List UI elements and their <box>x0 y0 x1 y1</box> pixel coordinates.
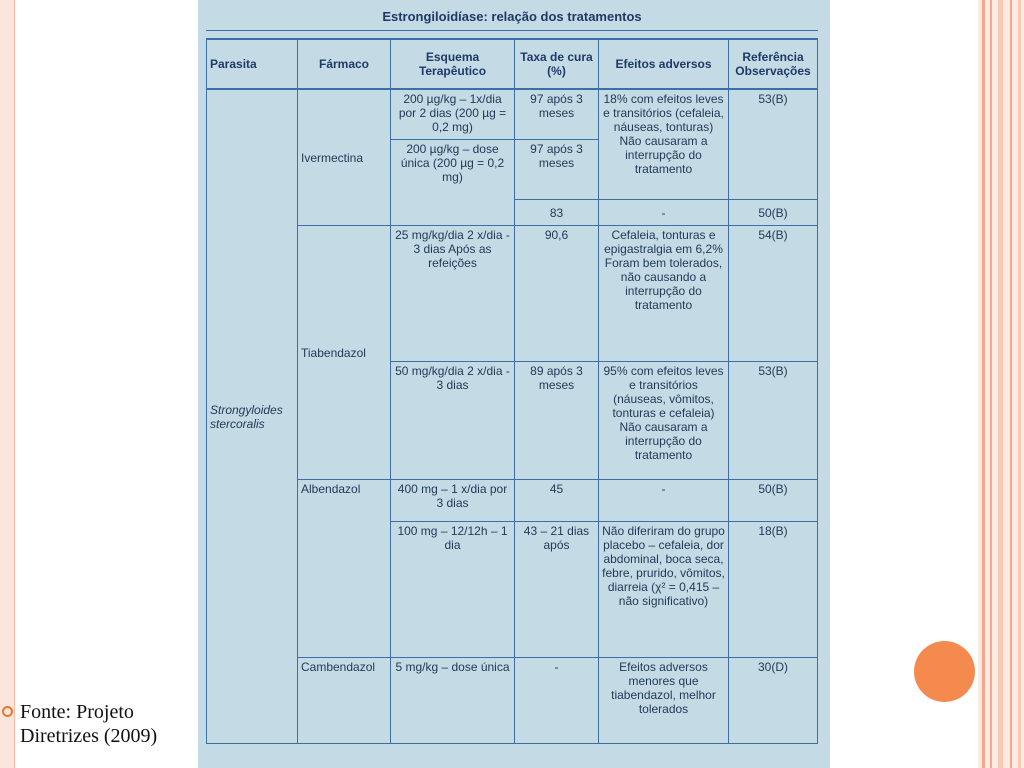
header-esquema: Esquema Terapêutico <box>391 38 515 90</box>
esquema-cell: 400 mg – 1 x/dia por 3 dias <box>391 480 515 522</box>
treatment-table <box>206 38 818 744</box>
parasite-cell: Strongyloides stercoralis <box>206 90 298 744</box>
esquema-cell: 100 mg – 12/12h – 1 dia <box>391 522 515 658</box>
drug-ivermectina: Ivermectina <box>298 90 391 226</box>
orange-circle-decoration <box>914 641 975 702</box>
header-efeitos: Efeitos adversos <box>599 38 729 90</box>
ref-cell: 53(B) <box>729 90 818 200</box>
esquema-cell: 5 mg/kg – dose única <box>391 658 515 744</box>
taxa-cell: 90,6 <box>515 226 599 362</box>
table-header-row <box>206 38 818 90</box>
esquema-cell: 25 mg/kg/dia 2 x/dia - 3 dias Após as refeições <box>391 226 515 362</box>
ref-cell: 50(B) <box>729 480 818 522</box>
ref-cell: 30(D) <box>729 658 818 744</box>
source-text: Fonte: Projeto Diretrizes (2009) <box>20 701 158 747</box>
table-row <box>206 480 818 522</box>
header-referencia: Referência Observações <box>729 38 818 90</box>
efeitos-cell: 95% com efeitos leves e transitórios (náuseas, vômitos, tonturas e cefaleia) Não causaram a interrupção do tratamento <box>599 362 729 480</box>
taxa-cell: 97 após 3 meses <box>515 90 599 140</box>
table-row <box>206 90 818 140</box>
source-caption <box>20 700 210 748</box>
taxa-cell: 97 após 3 meses <box>515 140 599 200</box>
ref-cell: 18(B) <box>729 522 818 658</box>
taxa-cell: 45 <box>515 480 599 522</box>
efeitos-cell: Não diferiram do grupo placebo – cefaleia, dor abdominal, boca seca, febre, prurido, vômitos, diarreia (χ² = 0,415 – não significativo) <box>599 522 729 658</box>
header-taxa: Taxa de cura (%) <box>515 38 599 90</box>
ref-cell: 50(B) <box>729 200 818 226</box>
left-decorative-stripe <box>0 0 15 768</box>
efeitos-cell: - <box>599 200 729 226</box>
table-title: Estrongiloidíase: relação dos tratamentos <box>206 4 818 31</box>
efeitos-cell: Efeitos adversos menores que tiabendazol, melhor tolerados <box>599 658 729 744</box>
esquema-cell: 200 µg/kg – dose única (200 µg = 0,2 mg) <box>391 140 515 226</box>
efeitos-cell: - <box>599 480 729 522</box>
taxa-cell: 89 após 3 meses <box>515 362 599 480</box>
taxa-cell: - <box>515 658 599 744</box>
drug-albendazol: Albendazol <box>298 480 391 658</box>
bullet-icon <box>2 706 13 717</box>
drug-cambendazol: Cambendazol <box>298 658 391 744</box>
right-decorative-bars <box>978 0 1024 768</box>
header-farmaco: Fármaco <box>298 38 391 90</box>
taxa-cell: 83 <box>515 200 599 226</box>
esquema-cell: 200 µg/kg – 1x/dia por 2 dias (200 µg = 0,2 mg) <box>391 90 515 140</box>
efeitos-cell: Cefaleia, tonturas e epigastralgia em 6,2% Foram bem tolerados, não causando a interrupção do tratamento <box>599 226 729 362</box>
taxa-cell: 43 – 21 dias após <box>515 522 599 658</box>
header-parasita: Parasita <box>206 38 298 90</box>
ref-cell: 54(B) <box>729 226 818 362</box>
efeitos-cell: 18% com efeitos leves e transitórios (cefaleia, náuseas, tonturas) Não causaram a interrupção do tratamento <box>599 90 729 200</box>
drug-tiabendazol: Tiabendazol <box>298 226 391 480</box>
esquema-cell: 50 mg/kg/dia 2 x/dia - 3 dias <box>391 362 515 480</box>
table-row <box>206 658 818 744</box>
ref-cell: 53(B) <box>729 362 818 480</box>
table-row <box>206 226 818 362</box>
